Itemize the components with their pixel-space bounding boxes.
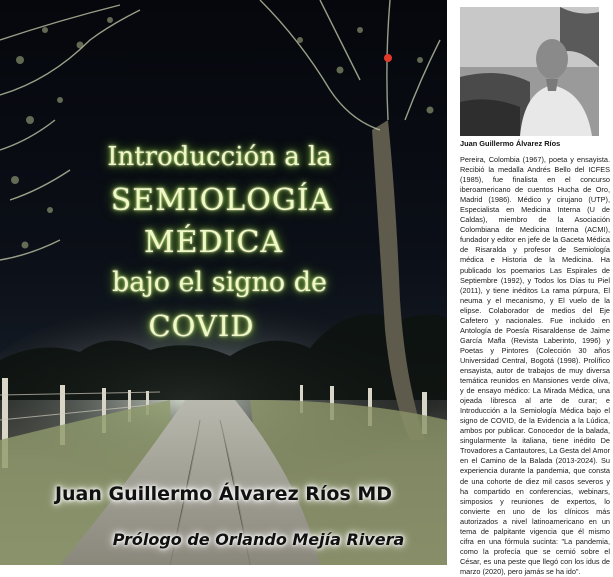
cover-title-line-5: COVID bbox=[148, 309, 255, 343]
author-biography: Pereira, Colombia (1967), poeta y ensayista. Recibió la medalla Andrés Bello del ICFES (1985), fue finalista en el concurso iberoamericano de cuentos Hucha de Oro, Madrid (1986). Médico y cirujano (UTP), Especialista en Medicina Interna (U de Caldas), miembro de la Asociación Colombiana de Medicina Interna (ACMI), fundador y editor en jefe de la Gaceta Médica de Risaralda y profesor de Semiología médica e Historia de la Medicina. Ha publicado los poemarios Las Espirales de Septiembre (1992), y Todos los Días tu Piel (2011), y tiene inéditos La rama púrpura, El neuma y el mecanismo, y El vuelo de la elipse. Colaborador de medios del Eje Cafetero y nacionales. Fue incluido en Antología de Poesía Risaraldense de Jaime García Mafla (Revista Laberinto, 1996) y Poetas y Pintores (Colección 30 años Universidad Central, Bogotá (1998). Prolífico ensayista, autor de trabajos de muy diversa temática reunidos en Mansiones verde oliva, y de ensayo médico: La Mirada Médica, una ojeada libresca al arte de curar; e Introducción a la Semiología Médica bajo el signo de COVID, de la Evidencia a la Lúdica, ambos por publicar. Conocedor de la balada, singularmente la italiana, tiene inédito De Trovadores a Cantautores, La Gesta del Amor en el Camino de la Balada (2013-2024). Su experiencia durante la pandemia, que consta de una cohorte de diez mil casos severos y ha compartido en conferencias, webinars, simposios y reuniones de expertos, lo convierte en uno de los clínicos más autorizados a nivel latinoamericano en un tema de palpitante vigencia que él mismo cifra en una fórmula sucinta: "La pandemia, como la profecía que se cernió sobre el César, es una peste que llegó con los idus de marzo (2020), pero jamás se ha ido". bbox=[460, 155, 610, 576]
cover-title-line-1: Introducción a la bbox=[107, 142, 332, 172]
cover-title-line-3: MÉDICA bbox=[143, 225, 284, 260]
cover-author: Juan Guillermo Álvarez Ríos MD bbox=[54, 483, 393, 505]
portrait-icon bbox=[460, 7, 599, 136]
cover-title-line-2: SEMIOLOGÍA bbox=[110, 183, 333, 218]
cover-title-line-4: bajo el signo de bbox=[111, 267, 328, 298]
author-sidebar bbox=[447, 0, 613, 576]
author-portrait-photo bbox=[460, 7, 599, 136]
cover-prologue: Prólogo de Orlando Mejía Rivera bbox=[112, 530, 405, 549]
author-name: Juan Guillermo Álvarez Ríos bbox=[460, 139, 561, 148]
